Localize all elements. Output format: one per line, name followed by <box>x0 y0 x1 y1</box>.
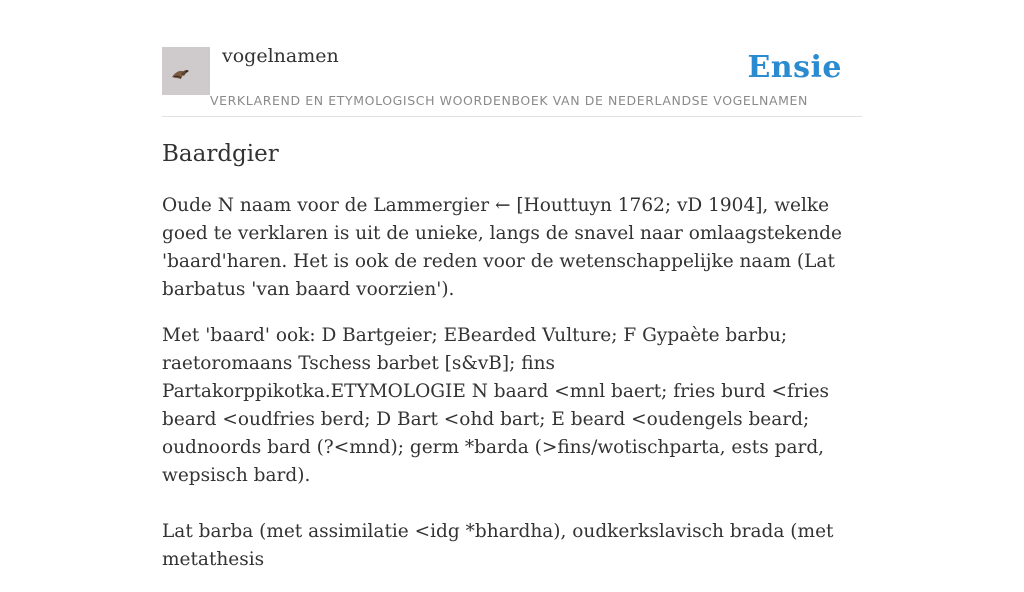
site-tagline: VERKLAREND EN ETYMOLOGISCH WOORDENBOEK VAN DE NEDERLANDSE VOGELNAMEN <box>210 93 808 108</box>
entry-paragraph: Oude N naam voor de Lammergier ← [Houttuyn 1762; vD 1904], welke goed te verklaren is uit de unieke, langs de snavel naar omlaagstekende 'baard'haren. Het is ook de reden voor de wetenschappelijke naam (Lat barbatus 'van baard voorzien'). <box>162 195 842 300</box>
entry-paragraph: Lat barba (met assimilatie <idg *bhardha), oudkerkslavisch brada (met metathesis <box>162 521 834 570</box>
brand-logo[interactable]: Ensie <box>747 50 842 85</box>
entry-content <box>162 138 862 592</box>
site-header <box>162 0 862 117</box>
bird-photo-icon <box>162 47 210 95</box>
site-name[interactable]: vogelnamen <box>222 45 339 67</box>
avatar[interactable] <box>162 47 210 95</box>
entry-paragraph: Met 'baard' ook: D Bartgeier; EBearded Vulture; F Gypaète barbu; raetoromaans Tschess barbet [s&vB]; fins Partakorppikotka.ETYMOLOGIE N baard <mnl baert; fries burd <fries beard <oudfries berd; D Bart <ohd bart; E beard <oudengels beard; oudnoords bard (?<mnd); germ *barda (>fins/wotischparta, ests pard, wepsisch bard). <box>162 325 830 486</box>
entry-title: Baardgier <box>162 141 279 167</box>
